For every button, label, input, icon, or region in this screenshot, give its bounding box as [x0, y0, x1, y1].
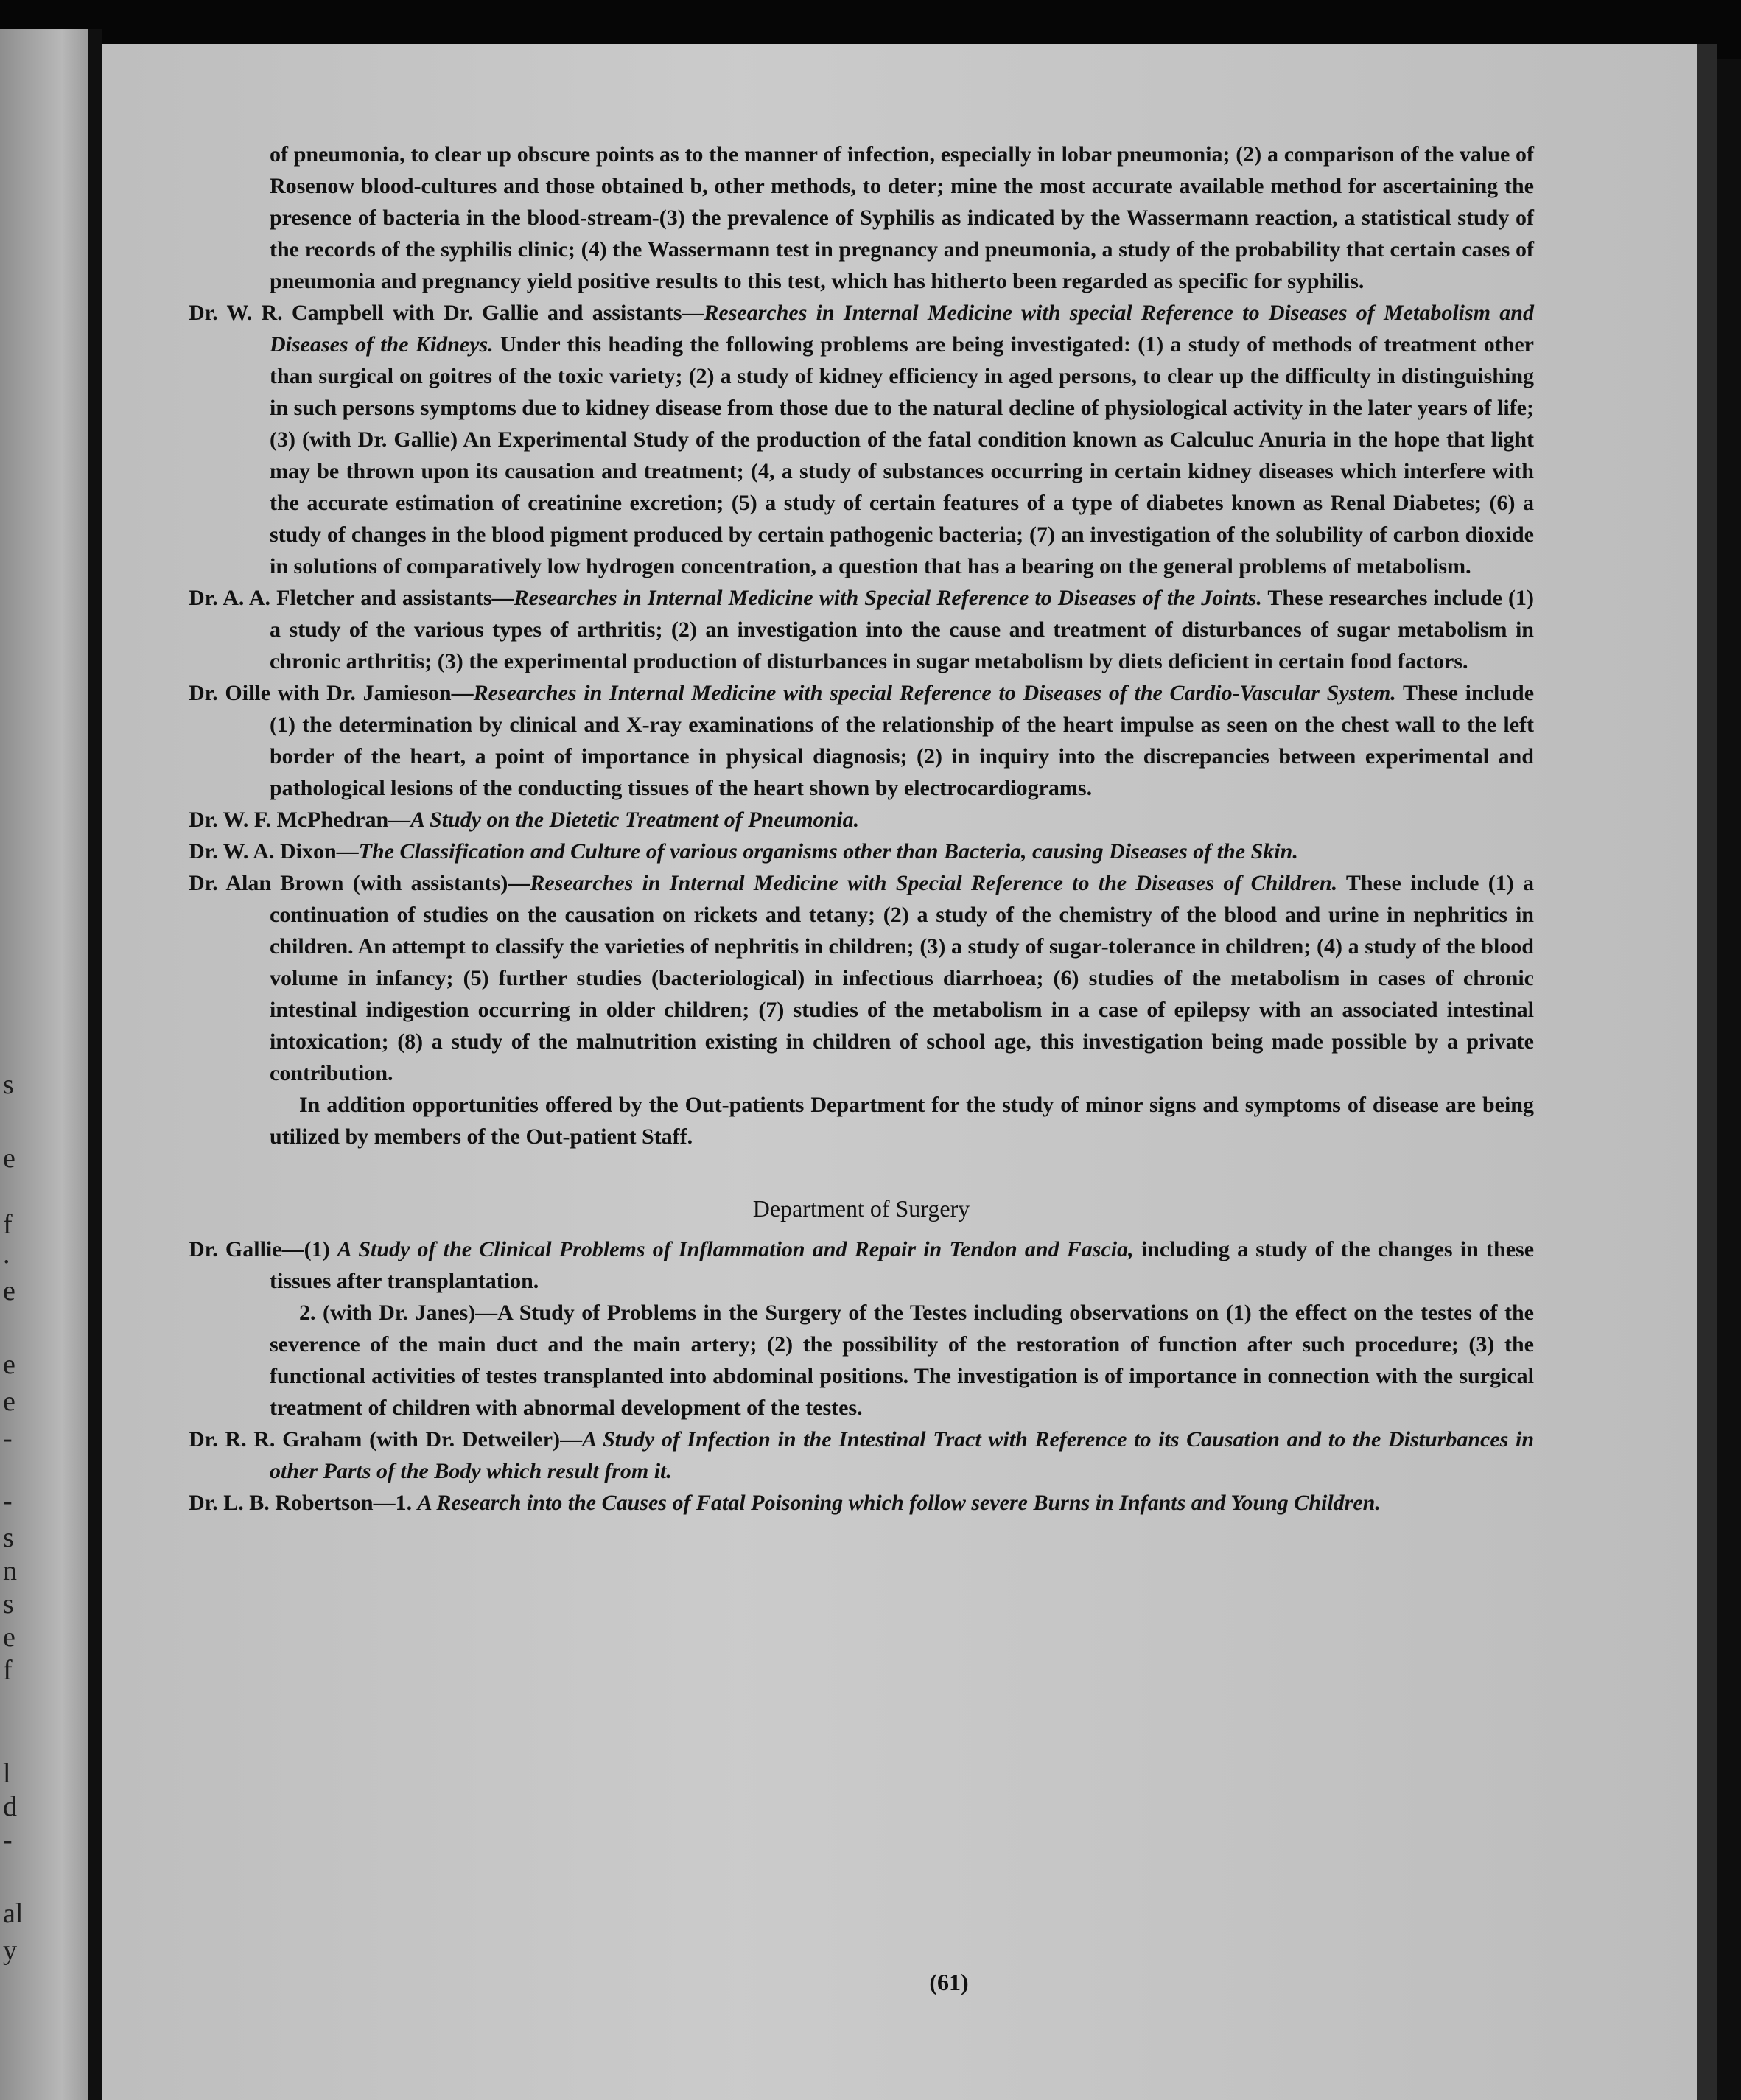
edge-letter: s — [3, 1589, 14, 1620]
edge-letter: s — [3, 1069, 14, 1100]
edge-letter: al — [3, 1898, 24, 1929]
surgery-entry-robertson — [189, 1487, 1534, 1519]
research-entry-dixon — [189, 836, 1534, 867]
entry-text: These include (1) a continuation of studies on the causation on rickets and tetany; (2) a study of the chemistry of the blood and urine in nephritics in children. An attempt to classify the varieties of nephritis in children; (3) a study of sugar-tolerance in children; (4) a study of the blood volume in infancy; (5) further studies (bacteriological) in infectious diarrhoea; (6) studies of the metabolism in cases of chronic intestinal indigestion occurring in older children; (7) studies of the metabolism in a case of epilepsy with an associated intestinal intoxication; (8) a study of the malnutrition existing in children of school age, this investigation being made possible by a private contribution. — [270, 871, 1534, 1085]
edge-letter: e — [3, 1386, 15, 1417]
edge-letter: e — [3, 1275, 15, 1306]
edge-letter: d — [3, 1791, 17, 1822]
entry-lead: Dr. W. R. Campbell with Dr. Gallie and assistants— — [189, 301, 704, 325]
edge-letter: e — [3, 1622, 15, 1653]
entry-title: Researches in Internal Medicine with special Reference to Diseases of Metabolism and Diseases of the Kidneys. — [270, 301, 1534, 357]
entry-lead: Dr. Oille with Dr. Jamieson— — [189, 681, 474, 705]
research-entry-oille — [189, 677, 1534, 804]
entry-text: including a study of the changes in these tissues after transplantation. — [270, 1237, 1535, 1293]
edge-letter: - — [3, 1423, 13, 1454]
edge-letter: f — [3, 1209, 13, 1240]
research-entry-brown — [189, 867, 1534, 1089]
paragraph-text: of pneumonia, to clear up obscure points as to the manner of infection, especially in lobar pneumonia; (2) a comparison of the value of Rosenow blood-cultures and those obtained b, other methods, to deter; mine the most accurate available method for ascertaining the presence of bacteria in the blood-stream-(3) the prevalence of Syphilis as indicated by the Wassermann reaction, a statistical study of the records of the syphilis clinic; (4) the Wassermann test in pregnancy and pneumonia, a study of the probability that certain cases of pneumonia and pregnancy yield positive results to this test, which has hitherto been regarded as specific for syphilis. — [270, 142, 1534, 293]
paragraph-continuation — [189, 139, 1534, 297]
entry-title: A Research into the Causes of Fatal Poisoning which follow severe Burns in Infants and Young Children. — [417, 1491, 1381, 1515]
entry-text: These researches include (1) a study of the various types of arthritis; (2) an investigation into the cause and treatment of disturbances of sugar metabolism in chronic arthritis; (3) the experimental production of disturbances in sugar metabolism by diets deficient in certain food factors. — [270, 586, 1534, 673]
edge-letter: y — [3, 1935, 17, 1966]
entry-lead: Dr. A. A. Fletcher and assistants— — [189, 586, 514, 610]
edge-letter: . — [3, 1239, 10, 1270]
research-entry-mcphedran — [189, 804, 1534, 836]
edge-letter: n — [3, 1555, 17, 1586]
research-entry-campbell — [189, 297, 1534, 582]
entry-title: Researches in Internal Medicine with special Reference to Diseases of the Cardio-Vascular System. — [473, 681, 1396, 705]
entry-lead: Dr. W. A. Dixon— — [189, 839, 359, 864]
previous-page-strip — [0, 29, 88, 2100]
entry-lead: Dr. R. R. Graham (with Dr. Detweiler)— — [189, 1427, 583, 1452]
research-entry-fletcher — [189, 582, 1534, 677]
entry-lead: Dr. W. F. McPhedran— — [189, 808, 411, 832]
addition-paragraph: In addition opportunities offered by the Out-patients Department for the study of minor signs and symptoms of disease are being utilized by members of the Out-patient Staff. — [270, 1093, 1534, 1149]
entry-text: These include (1) the determination by clinical and X-ray examinations of the relationship of the heart impulse as seen on the chest wall to the left border of the heart, a point of importance in physical diagnosis; (2) in inquiry into the discrepancies between experimental and pathological lesions of the conducting tissues of the heart shown by electrocardiograms. — [270, 681, 1535, 800]
edge-letter: l — [3, 1758, 11, 1789]
page-content — [189, 139, 1534, 1519]
entry-title: A Study on the Dietetic Treatment of Pneumonia. — [410, 808, 860, 832]
entry-title: Researches in Internal Medicine with Special Reference to Diseases of the Joints. — [514, 586, 1262, 610]
entry-title: A Study of the Clinical Problems of Inflammation and Repair in Tendon and Fascia, — [337, 1237, 1134, 1261]
entry-lead: Dr. L. B. Robertson—1. — [189, 1491, 418, 1515]
edge-letter: e — [3, 1143, 15, 1174]
edge-letter: - — [3, 1824, 13, 1855]
surgery-entry-gallie — [189, 1233, 1534, 1297]
edge-letter: s — [3, 1522, 14, 1553]
surgery-entry-graham — [189, 1424, 1534, 1487]
surgery-heading: Department of Surgery — [752, 1195, 970, 1222]
entry-title: Researches in Internal Medicine with Special Reference to the Diseases of Children. — [530, 871, 1338, 895]
edge-letter: - — [3, 1485, 13, 1516]
entry-lead: Dr. Alan Brown (with assistants)— — [189, 871, 530, 895]
entry-title: A Study of Infection in the Intestinal Tract with Reference to its Causation and to the Disturbances in other Parts of the Body which result from it. — [270, 1427, 1535, 1483]
entry-lead: Dr. Gallie—(1) — [189, 1237, 337, 1261]
surgery-entry-janes: 2. (with Dr. Janes)—A Study of Problems in the Surgery of the Testes including observations on (1) the effect on the testes of the severence of the main duct and the main artery; (2) the possibility of the restoration of function after such procedure; (3) the functional activities of testes transplanted into abdominal positions. The investigation is of importance in connection with the surgical treatment of children with abnormal development of the testes. — [270, 1301, 1534, 1420]
edge-letter: f — [3, 1655, 13, 1686]
entry-title: The Classification and Culture of various organisms other than Bacteria, causing Diseases of the Skin. — [358, 839, 1298, 864]
page-number: (61) — [929, 1969, 969, 1995]
page-gutter — [88, 29, 102, 2100]
entry-text: Under this heading the following problems are being investigated: (1) a study of methods of treatment other than surgical on goitres of the toxic variety; (2) a study of kidney efficiency in aged persons, to clear up the difficulty in distinguishing in such persons symptoms due to kidney disease from those due to the natural decline of physiological activity in the later years of life; (3) (with Dr. Gallie) An Experimental Study of the production of the fatal condition known as Calculuc Anuria in the hope that light may be thrown upon its causation and treatment; (4, a study of substances occurring in certain kidney diseases which interfere with the accurate estimation of creatinine excretion; (5) a study of certain features of a type of diabetes known as Renal Diabetes; (6) a study of changes in the blood pigment produced by certain pathogenic bacteria; (7) an investigation of the solubility of carbon dioxide in solutions of comparatively low hydrogen concentration, a question that has a bearing on the general problems of metabolism. — [270, 332, 1534, 578]
edge-letter: e — [3, 1349, 15, 1380]
